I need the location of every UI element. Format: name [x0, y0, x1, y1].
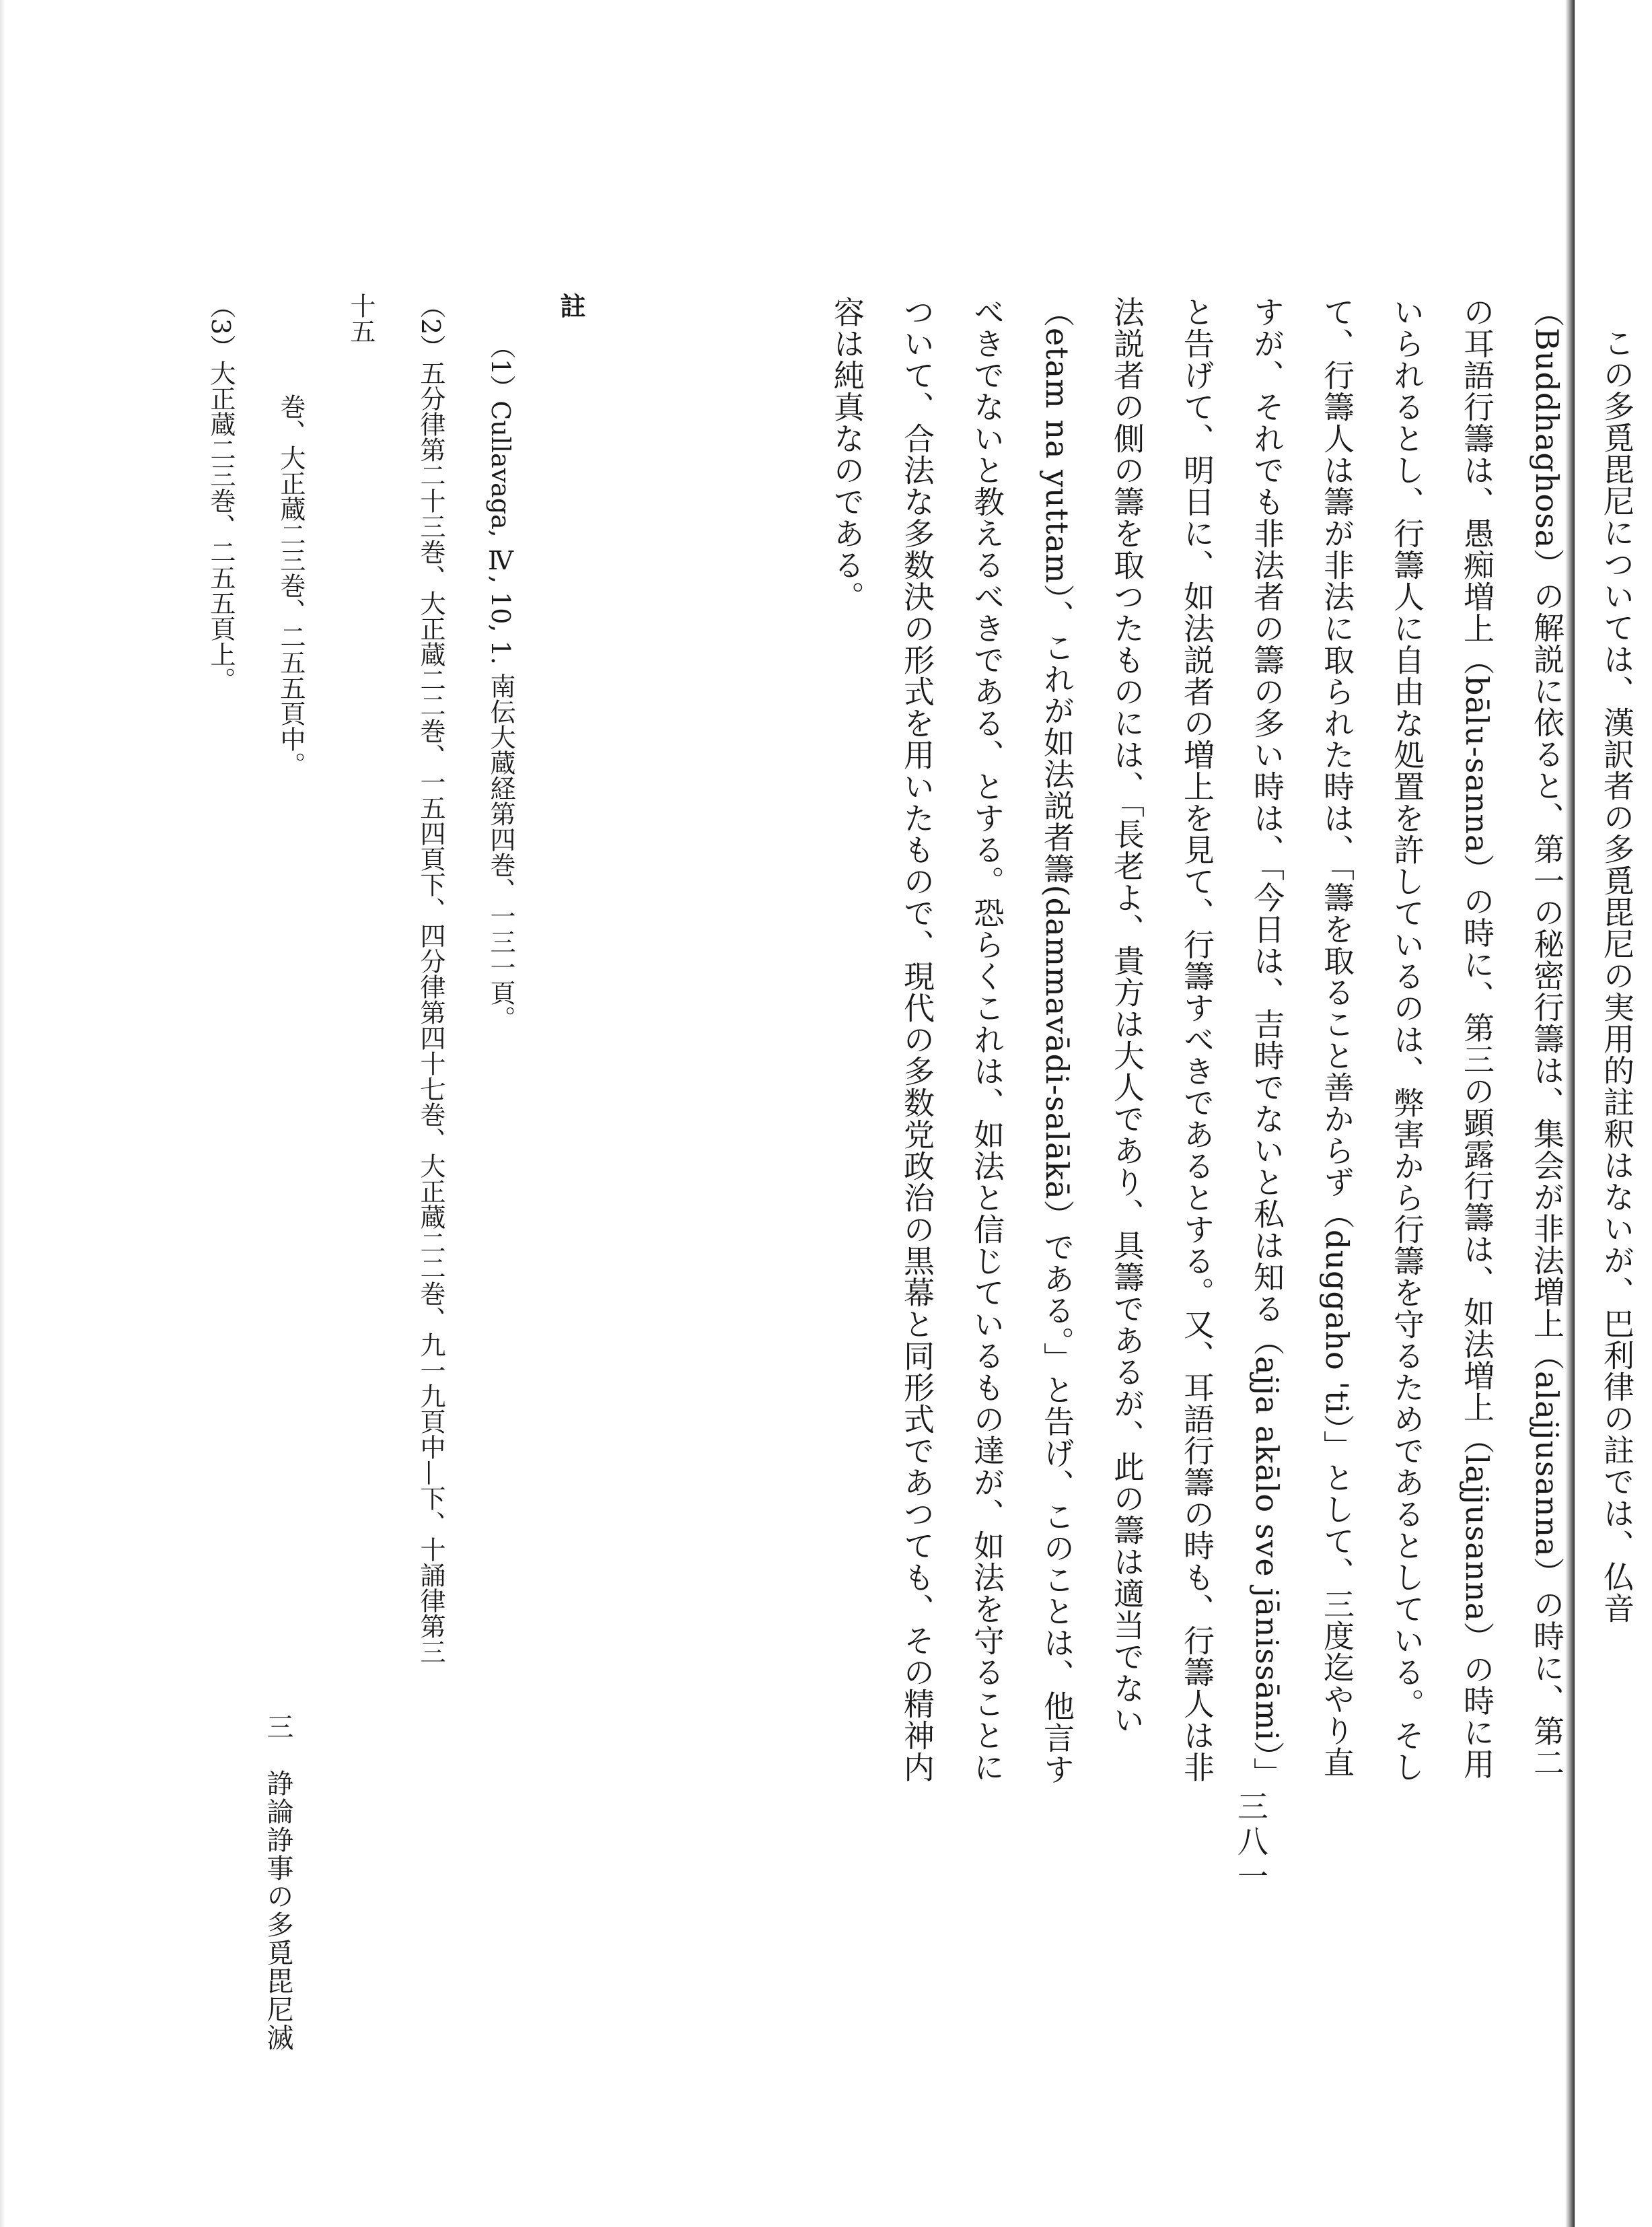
notes-heading: 註: [556, 293, 586, 318]
main-text: [663, 296, 1652, 1797]
note-number: （2）: [416, 293, 445, 361]
note-2-continuation: 巻、大正蔵二三巻、二五五頁中。: [276, 394, 306, 777]
notes-section: [206, 293, 606, 1672]
note-text: 五分律第二十三巻、大正蔵二二巻、一五四頁下、四分律第四十七巻、大正蔵二二巻、九一九頁中—下、十誦律第三十五: [346, 293, 445, 1665]
note-2: [326, 293, 466, 1672]
scan-shadow-left: [0, 0, 5, 2227]
note-1: [466, 333, 536, 1672]
running-head: 三 諍論諍事の多覓毘尼滅: [262, 1713, 293, 2052]
note-text: Cullavaga, Ⅳ, 10, 1. 南伝大蔵経第四巻、一三一頁。: [486, 400, 515, 1031]
note-number: （1）: [486, 333, 515, 401]
note-3: [186, 293, 256, 1672]
body-paragraph: この多覓毘尼については、漢訳者の多覓毘尼の実用的註釈はないが、巴利律の註では、仏音（Buddhaghosa）の解説に依ると、第一の秘密行籌は、集会が非法増上（alajjusanna）の時に、第二の耳語行籌は、愚痴増上（bālu-sanna）の時に、第三の顕露行籌は、如法増上（lajjusanna）の時に用いられるとし、行籌人に自由な処置を許しているのは、弊害から行籌を守るためであるとしている。そして、行籌人は籌が非法に取られた時は、「籌を取ること善からず（duggaho 'ti）」として、三度迄やり直すが、それでも非法者の籌の多い時は、「今日は、吉時でないと私は知る（ajja akālo sve jānissāmi）」と告げて、明日に、如法説者の増上を見て、行籌すべきであるとする。又、耳語行籌の時も、行籌人は非法説者の側の籌を取つたものには、「長老よ、貴方は大人であり、具籌であるが、此の籌は適当でない（etam na yuttam）、これが如法説者籌(dammavādi-salākā）である。」と告げ、このことは、他言すべきでないと教えるべきである、とする。恐らくこれは、如法と信じているもの達が、如法を守ることについて、合法な多数決の形式を用いたもので、現代の多数党政治の黒幕と同形式であつても、その精神内容は純真なのである。: [829, 296, 1635, 1790]
note-text: 大正蔵二三巻、二五五頁上。: [206, 360, 236, 693]
note-number: （3）: [206, 293, 236, 361]
page-number: 三八一: [1233, 1790, 1269, 1895]
